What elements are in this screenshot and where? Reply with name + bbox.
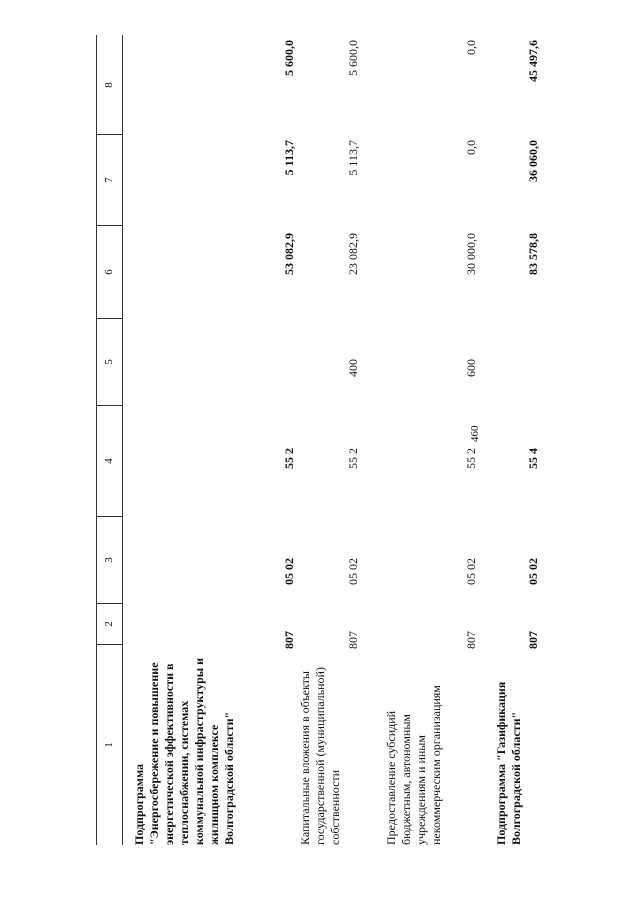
row-name: Подпрограмма "Энергосбережение и повышение энергетической эффективности в теплоснабжении, системах коммунальной инфраструктуры и жилищном комплексе Волгоградской области" xyxy=(132,657,236,845)
row-value-6: 23 082,9 xyxy=(346,233,360,275)
table-row xyxy=(132,35,300,845)
row-code-5: 600 xyxy=(464,359,478,377)
header-col-2: 2 xyxy=(96,603,122,644)
row-code-4: 55 4 xyxy=(526,448,540,469)
row-code-4: 55 2 xyxy=(346,448,360,469)
row-code-2: 807 xyxy=(526,631,540,649)
row-code-3: 05 02 xyxy=(282,558,296,585)
row-name: Предоставление субсидий бюджетным, автономным учреждениям и иным некоммерческим организациям xyxy=(384,685,443,845)
row-code-4: 55 2 xyxy=(282,448,296,469)
row-value-6: 30 000,0 xyxy=(464,233,478,275)
row-value-7: 0,0 xyxy=(464,140,478,155)
header-col-8: 8 xyxy=(103,82,115,88)
table-row xyxy=(384,35,482,845)
row-code-2: 807 xyxy=(346,631,360,649)
row-code-3: 05 02 xyxy=(464,558,478,585)
row-value-7: 5 113,7 xyxy=(282,140,296,176)
row-value-8: 5 600,0 xyxy=(346,40,360,76)
header-col-3: 3 xyxy=(96,516,122,603)
row-code-3: 05 02 xyxy=(526,558,540,585)
budget-table xyxy=(96,35,584,845)
row-value-7: 36 060,0 xyxy=(526,140,540,182)
table-header-row xyxy=(96,35,122,845)
page-number: 460 xyxy=(469,425,481,442)
table-row xyxy=(494,35,544,845)
row-code-2: 807 xyxy=(282,631,296,649)
row-value-6: 53 082,9 xyxy=(282,233,296,275)
header-col-7: 7 xyxy=(96,134,122,225)
row-value-8: 0,0 xyxy=(464,40,478,55)
row-name: Подпрограмма "Газификация Волгоградской области" xyxy=(494,681,523,845)
row-value-7: 5 113,7 xyxy=(346,140,360,176)
header-col-1: 1 xyxy=(96,644,122,845)
row-value-8: 45 497,6 xyxy=(526,40,540,82)
header-col-6: 6 xyxy=(96,225,122,318)
header-col-4: 4 xyxy=(96,405,122,516)
row-code-5: 400 xyxy=(346,359,360,377)
row-code-2: 807 xyxy=(464,631,478,649)
row-code-4: 55 2 xyxy=(464,448,478,469)
row-code-3: 05 02 xyxy=(346,558,360,585)
row-value-8: 5 600,0 xyxy=(282,40,296,76)
table-row xyxy=(298,35,378,845)
header-col-5: 5 xyxy=(96,318,122,405)
row-value-6: 83 578,8 xyxy=(526,233,540,275)
header-bottom-border xyxy=(122,35,123,845)
row-name: Капитальные вложения в объекты государственной (муниципальной) собственности xyxy=(298,667,342,845)
